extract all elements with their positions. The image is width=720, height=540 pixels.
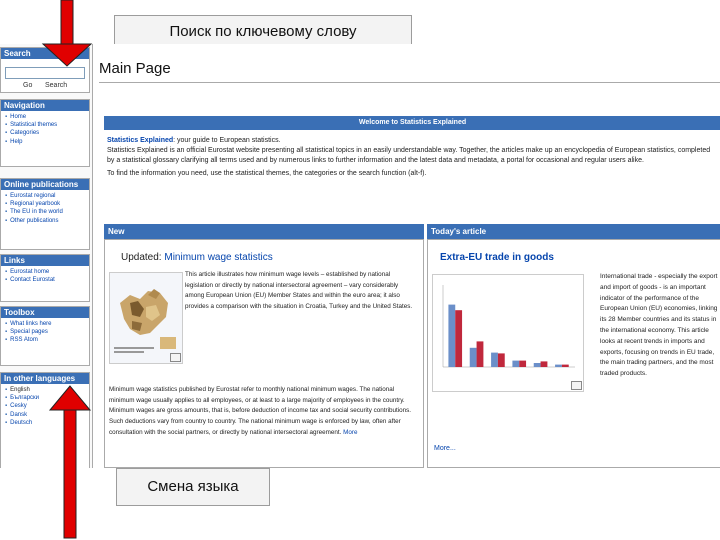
publications-header: Online publications — [1, 179, 89, 190]
nav-item-categories[interactable]: ▪ Categories — [5, 129, 89, 137]
search-header: Search — [1, 48, 89, 59]
nav-item-help[interactable]: ▪ Help — [5, 138, 89, 146]
pub-item-eu-world[interactable]: ▪ The EU in the world — [5, 208, 89, 216]
news-more-link[interactable]: More — [343, 428, 358, 436]
language-annotation-label: Смена языка — [116, 468, 270, 506]
lang-item-danish[interactable]: ▪ Dansk — [5, 411, 89, 419]
todays-article-heading[interactable]: Extra-EU trade in goods — [440, 252, 554, 263]
lang-item-czech[interactable]: ▪ Česky — [5, 402, 89, 410]
welcome-tail: To find the information you need, use the statistical themes, the categories or the search function (alt-f). — [107, 170, 427, 178]
welcome-body: Statistics Explained is an official Eurostat website presenting all statistical topics in an easily understandable way. Together, the articles make up an encyclopedia of European statistics, completed by a statistical glossary clarifying all terms used and by numerous links to further information and the latest data and metadata, a portal for occasional and regular users alike. — [107, 146, 711, 164]
lang-item-english[interactable]: ▪ English — [5, 386, 89, 394]
toolbox-item-rss[interactable]: ▪ RSS Atom — [5, 336, 89, 344]
link-item-contact[interactable]: ▪ Contact Eurostat — [5, 276, 89, 284]
search-button[interactable]: Search — [45, 82, 68, 89]
welcome-lead-link[interactable]: Statistics Explained — [107, 137, 174, 144]
news-header: New — [104, 224, 424, 239]
toolbox-item-whatlinks[interactable]: ▪ What links here — [5, 320, 89, 328]
lang-item-bulgarian[interactable]: ▪ Български — [5, 394, 89, 402]
news-text: This article illustrates how minimum wage levels – established by national legislation or directly by national intersectoral agreement – vary considerably among European Union (EU) Member States and within the euro area; it also provides a comparison with the situation in Croatia, Turkey and the United States. — [185, 271, 413, 311]
welcome-lead-rest: : your guide to European statistics. — [173, 137, 281, 144]
link-item-home[interactable]: ▪ Eurostat home — [5, 268, 89, 276]
todays-article-header: Today's article — [427, 224, 720, 239]
bottom-arrow-up-icon — [50, 386, 90, 538]
news-heading-link[interactable]: Minimum wage statistics — [164, 252, 273, 263]
welcome-header: Welcome to Statistics Explained — [104, 116, 720, 130]
pub-item-regional[interactable]: ▪ Eurostat regional — [5, 192, 89, 200]
nav-item-home[interactable]: ▪ Home — [5, 113, 89, 121]
news-heading-prefix: Updated: — [121, 252, 162, 263]
pub-item-other[interactable]: ▪ Other publications — [5, 217, 89, 225]
languages-header: In other languages — [1, 373, 89, 384]
top-arrow-down-icon — [43, 0, 91, 66]
news-text2: Minimum wage statistics published by Eurostat refer to monthly national minimum wages. The national minimum wage usually applies to all employees, or at least to a large majority of employees in the country. Minimum wages are gross amounts, that is, before deduction of income tax and social security contributions. Such deductions vary from country to country. The national minimum wage is enforced by law, often after consultation with the social partners, or directly by national intersectoral agreement. — [109, 386, 412, 436]
toolbox-header: Toolbox — [1, 307, 89, 318]
page-title: Main Page — [99, 60, 171, 77]
lang-item-german[interactable]: ▪ Deutsch — [5, 419, 89, 427]
links-header: Links — [1, 255, 89, 266]
toolbox-item-special[interactable]: ▪ Special pages — [5, 328, 89, 336]
todays-article-text: International trade - especially the export and import of goods - is an important indicator of the performance of the European Union (EU) economies, linking its 28 Member countries and its status in the international economy. This article looks at recent trends in imports and exports, focusing on trends in EU trade, the main trading partners, and the most traded products. — [600, 273, 718, 378]
todays-article-more-link[interactable]: More... — [434, 445, 456, 452]
navigation-header: Navigation — [1, 100, 89, 111]
nav-item-themes[interactable]: ▪ Statistical themes — [5, 121, 89, 129]
search-annotation-label: Поиск по ключевому слову — [114, 15, 412, 49]
pub-item-yearbook[interactable]: ▪ Regional yearbook — [5, 200, 89, 208]
go-button[interactable]: Go — [23, 82, 33, 89]
